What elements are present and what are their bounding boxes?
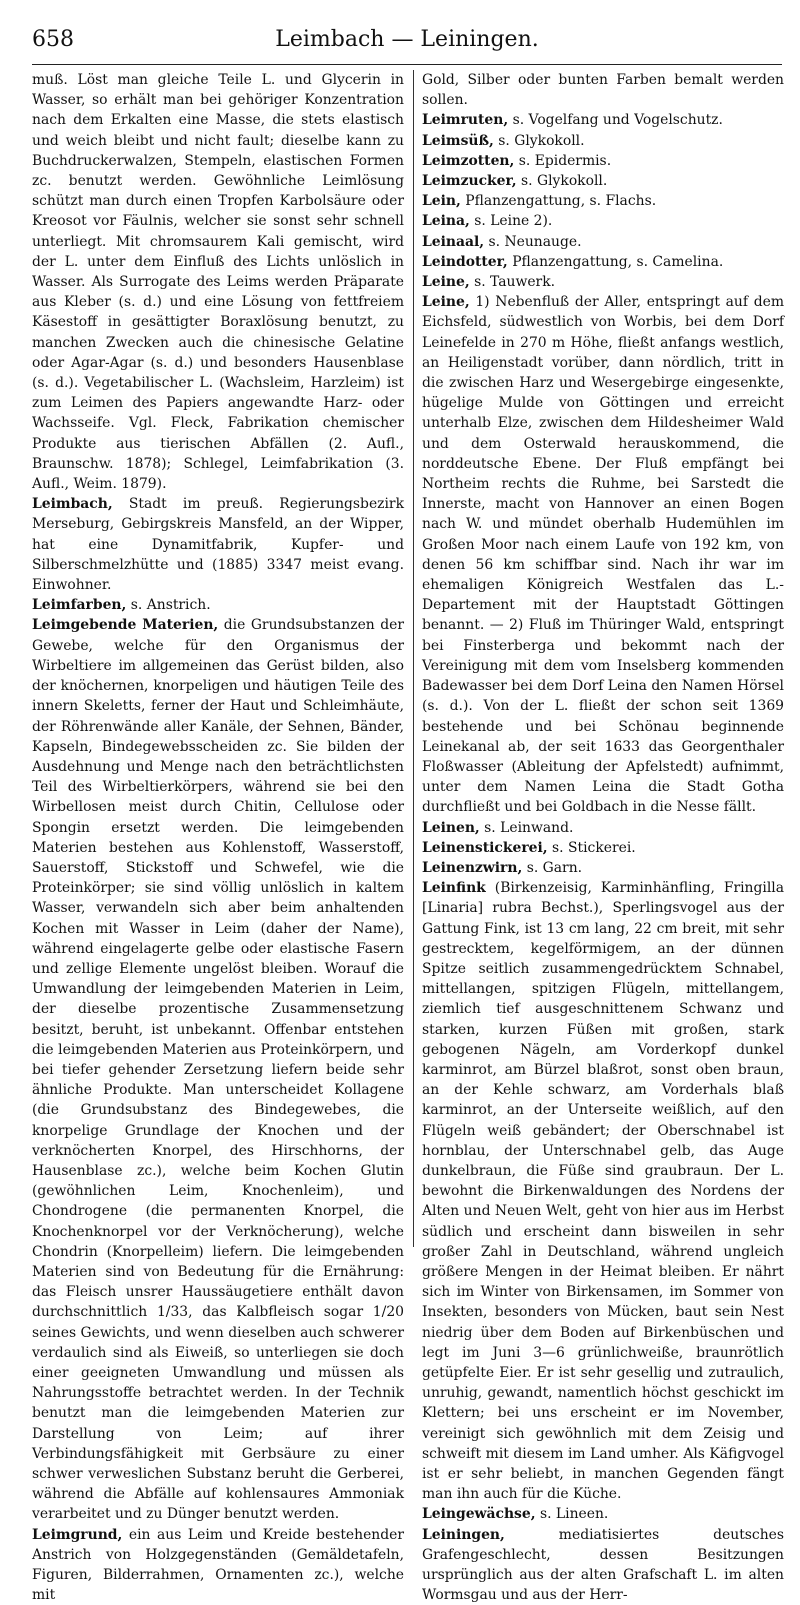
text-columns: [32, 70, 784, 1604]
dictionary-entry: [32, 615, 404, 1524]
dictionary-entry: [422, 191, 784, 211]
entry-headword: Leine,: [422, 274, 470, 291]
entry-text: Pflanzengattung, s. Camelina.: [507, 253, 724, 270]
entry-headword: Leimsüß,: [422, 132, 494, 149]
entry-headword: Leindotter,: [422, 253, 508, 270]
dictionary-entry: [422, 232, 784, 252]
entry-headword: Leinfink: [422, 880, 486, 897]
dictionary-entry: [422, 70, 784, 110]
dictionary-entry: [422, 858, 784, 878]
entry-headword: Leimzotten,: [422, 152, 515, 169]
entry-text: ein aus Leim und Kreide bestehender Anstrich von Holzgegenständen (Gemäldetafeln, Figuren, Bilderrahmen, Ornamenten zc.), welche mit: [32, 1526, 404, 1604]
dictionary-entry: [422, 1525, 784, 1605]
entry-headword: Leinenzwirn,: [422, 859, 523, 876]
entry-text: (Birkenzeisig, Karminhänfling, Fringilla [Linaria] rubra Bechst.), Sperlingsvogel aus der Gattung Fink, ist 13 cm lang, 22 cm breit, mit sehr gestrecktem, kegelförmigem, an der dünnen Spitze seitlich zusammengedrücktem Schnabel, mittellangen, spitzigen Flügeln, mittellangem, ziemlich tief ausgeschnittenem Schwanz und starken, kurzen Füßen mit großen, stark gebogenen Nägeln, am Vorderkopf dunkel karminrot, am Bürzel blaßrot, sonst oben braun, an der Kehle schwarz, am Vorderhals blaß karminrot, an der Unterseite weißlich, auf den Flügeln weiß gebändert; der Oberschnabel ist hornblau, der Unterschnabel gelb, das Auge dunkelbraun, die Füße sind graubraun. Der L. bewohnt die Birkenwaldungen des Nordens der Alten und Neuen Welt, geht von hier aus im Herbst südlich und erscheint dann bisweilen in sehr großer Zahl in Deutschland, während ungleich größere Mengen in der Heimat bleiben. Er nährt sich im Winter von Birkensamen, im Sommer von Insekten, besonders von Mücken, baut sein Nest niedrig über dem Boden auf Birkenbüschen und legt im Juni 3—6 grünlichweiße, braunrötlich getüpfelte Eier. Er ist sehr gesellig und zutraulich, unruhig, gewandt, namentlich höchst geschickt im Klettern; bei uns erscheint er im November, vereinigt sich gewöhnlich mit dem Zeisig und schweift mit diesem im Land umher. Als Käfigvogel ist er sehr beliebt, in manchen Gegenden fängt man ihn auch für die Küche.: [422, 880, 784, 1503]
entry-headword: Lein,: [422, 193, 461, 210]
entry-text: muß. Löst man gleiche Teile L. und Glycerin in Wasser, so erhält man bei gehöriger Konzentration nach dem Erkalten eine Masse, die stets elastisch und weich bleibt und nicht fault; dieselbe kann zu Buchdruckerwalzen, Stempeln, elastischen Formen zc. benutzt werden. Gewöhnliche Leimlösung schützt man durch einen Tropfen Karbolsäure oder Kreosot vor Fäulnis, welcher sie sonst sehr schnell unterliegt. Mit chromsaurem Kali gemischt, wird der L. unter dem Einfluß des Lichts unlöslich in Wasser. Als Surrogate des Leims werden Präparate aus Kleber (s. d.) und eine Lösung von fettfreiem Käsestoff in gesättigter Boraxlösung benutzt, zu manchen Zwecken auch die chinesische Gelatine oder Agar-Agar (s. d.) und besonders Hausenblase (s. d.). Vegetabilischer L. (Wachsleim, Harzleim) ist zum Leimen des Papiers angewandte Harz- oder Wachsseife. Vgl. Fleck, Fabrikation chemischer Produkte aus tierischen Abfällen (2. Aufl., Braunschw. 1878); Schlegel, Leimfabrikation (3. Aufl., Weim. 1879).: [32, 72, 404, 493]
dictionary-entry: [422, 1504, 784, 1524]
entry-headword: Leimgebende Materien,: [32, 617, 219, 634]
entry-text: s. Anstrich.: [126, 597, 211, 614]
left-column: [32, 70, 404, 1604]
entry-text: s. Lineen.: [535, 1506, 609, 1523]
dictionary-entry: [422, 838, 784, 858]
entry-text: mediatisiertes deutsches Grafengeschlecht, dessen Besitzungen ursprünglich aus der alten Grafschaft L. im alten Wormsgau und aus der Herr-: [422, 1526, 784, 1604]
entry-headword: Leiningen,: [422, 1526, 505, 1543]
dictionary-entry: [32, 1525, 404, 1605]
entry-text: s. Stickerei.: [547, 839, 636, 856]
dictionary-entry: [422, 272, 784, 292]
entry-text: die Grundsubstanzen der Gewebe, welche für den Organismus der Wirbeltiere im allgemeinen das Gerüst bilden, also der knöchernen, knorpeligen und häutigen Teile des innern Skeletts, ferner der Haut und Schleimhäute, der Röhrenwände aller Kanäle, der Sehnen, Bänder, Kapseln, Bindegewebsscheiden zc. Sie bilden der Ausdehnung und Menge nach den beträchtlichsten Teil des Wirbeltierkörpers, während sie bei den Wirbellosen meist durch Chitin, Cellulose oder Spongin ersetzt werden. Die leimgebenden Materien bestehen aus Kohlenstoff, Wasserstoff, Sauerstoff, Stickstoff und Schwefel, wie die Proteinkörper; sie sind völlig unlöslich in kaltem Wasser, verwandeln sich aber beim anhaltenden Kochen mit Wasser in Leim (daher der Name), während eingelagerte gelbe oder elastische Fasern und zellige Elemente ungelöst bleiben. Worauf die Umwandlung der leimgebenden Materien in Leim, der dieselbe prozentische Zusammensetzung besitzt, beruht, ist unbekannt. Offenbar entstehen die leimgebenden Materien aus Proteinkörpern, und bei tiefer gehender Zersetzung liefern beide sehr ähnliche Produkte. Man unterscheidet Kollagene (die Grundsubstanz des Bindegewebes, die knorpelige Grundlage der Knochen und der verknöcherten Knorpel, des Hirschhorns, der Hausenblase zc.), welche beim Kochen Glutin (gewöhnlichen Leim, Knochenleim), und Chondrogene (die permanenten Knorpel, die Knochenknorpel vor der Verknöcherung), welche Chondrin (Knorpelleim) liefern. Die leimgebenden Materien sind von Bedeutung für die Ernährung: das Fleisch unsrer Haussäugetiere enthält davon durchschnittlich 1/33, das Kalbfleisch sogar 1/20 seines Gewichts, und wenn dieselben auch schwerer verdaulich sind als Eiweiß, so unterliegen sie doch einer geeigneten Umwandlung und müssen als Nahrungsstoffe betrachtet werden. In der Technik benutzt man die leimgebenden Materien zur Darstellung von Leim; auf ihrer Verbindungsfähigkeit mit Gerbsäure zu einer schwer verweslichen Substanz beruht die Gerberei, während die Abfälle auf kohlensaures Ammoniak verarbeitet und zu Dünger benutzt werden.: [32, 617, 404, 1523]
right-column: [422, 70, 784, 1604]
entry-text: s. Garn.: [522, 859, 583, 876]
dictionary-entry: [422, 131, 784, 151]
entry-text: 1) Nebenfluß der Aller, entspringt auf dem Eichsfeld, südwestlich von Worbis, bei dem Dorf Leinefelde in 270 m Höhe, fließt anfangs westlich, an Heiligenstadt vorüber, dann nördlich, tritt in die zwischen Harz und Wesergebirge eingesenkte, hügelige Mulde von Göttingen und erreicht unterhalb Elze, zwischen dem Hildesheimer Wald und dem Osterwald herauskommend, die norddeutsche Ebene. Der Fluß empfängt bei Northeim rechts die Ruhme, bei Sarstedt die Innerste, macht von Hannover an einen Bogen nach W. und mündet oberhalb Hudemühlen im Großen Moor nach einem Laufe von 192 km, von denen 56 km schiffbar sind. Nach ihr war im ehemaligen Königreich Westfalen das L.-Departement mit der Hauptstadt Göttingen benannt. — 2) Fluß im Thüringer Wald, entspringt bei Finsterberga und bekommt nach der Vereinigung mit dem vom Inselsberg kommenden Badewasser bei dem Dorf Leina den Namen Hörsel (s. d.). Von der L. fließt der schon seit 1369 bestehende und bei Schönau beginnende Leinekanal ab, der seit 1633 das Georgenthaler Floßwasser (Ableitung der Apfelstedt) aufnimmt, unter dem Namen Leina die Stadt Gotha durchfließt und bei Goldbach in die Nesse fällt.: [422, 294, 784, 816]
entry-headword: Leimfarben,: [32, 597, 127, 614]
entry-headword: Leingewächse,: [422, 1506, 536, 1523]
dictionary-entry: [32, 70, 404, 494]
page-number: 658: [32, 27, 74, 52]
entry-text: Gold, Silber oder bunten Farben bemalt werden sollen.: [422, 72, 784, 109]
entry-headword: Leine,: [422, 294, 470, 311]
dictionary-entry: [422, 878, 784, 1504]
entry-headword: Leinaal,: [422, 233, 485, 250]
dictionary-entry: [422, 171, 784, 191]
entry-headword: Leinenstickerei,: [422, 839, 548, 856]
entry-text: Pflanzengattung, s. Flachs.: [460, 193, 657, 210]
entry-headword: Leimzucker,: [422, 173, 517, 190]
dictionary-entry: [422, 252, 784, 272]
entry-text: s. Leine 2).: [469, 213, 553, 230]
entry-text: s. Neunauge.: [484, 233, 582, 250]
page-header: [32, 27, 782, 59]
entry-headword: Leinen,: [422, 819, 480, 836]
dictionary-entry: [422, 151, 784, 171]
dictionary-entry: [422, 292, 784, 817]
entry-headword: Leina,: [422, 213, 470, 230]
page-title: Leimbach — Leiningen.: [275, 27, 539, 52]
dictionary-entry: [32, 494, 404, 595]
dictionary-entry: [32, 595, 404, 615]
entry-text: s. Vogelfang und Vogelschutz.: [508, 112, 723, 129]
dictionary-entry: [422, 818, 784, 838]
entry-headword: Leimruten,: [422, 112, 509, 129]
entry-text: s. Leinwand.: [479, 819, 574, 836]
dictionary-entry: [422, 211, 784, 231]
entry-text: Stadt im preuß. Regierungsbezirk Merseburg, Gebirgskreis Mansfeld, an der Wipper, hat eine Dynamitfabrik, Kupfer- und Silberschmelzhütte und (1885) 3347 meist evang. Einwohner.: [32, 496, 404, 594]
entry-text: s. Glykokoll.: [493, 132, 585, 149]
entry-headword: Leimgrund,: [32, 1526, 123, 1543]
entry-text: s. Epidermis.: [514, 152, 612, 169]
dictionary-entry: [422, 110, 784, 130]
entry-text: s. Tauwerk.: [469, 274, 556, 291]
entry-headword: Leimbach,: [32, 496, 113, 513]
header-rule: [32, 64, 782, 65]
column-divider: [413, 70, 414, 1247]
entry-text: s. Glykokoll.: [516, 173, 608, 190]
